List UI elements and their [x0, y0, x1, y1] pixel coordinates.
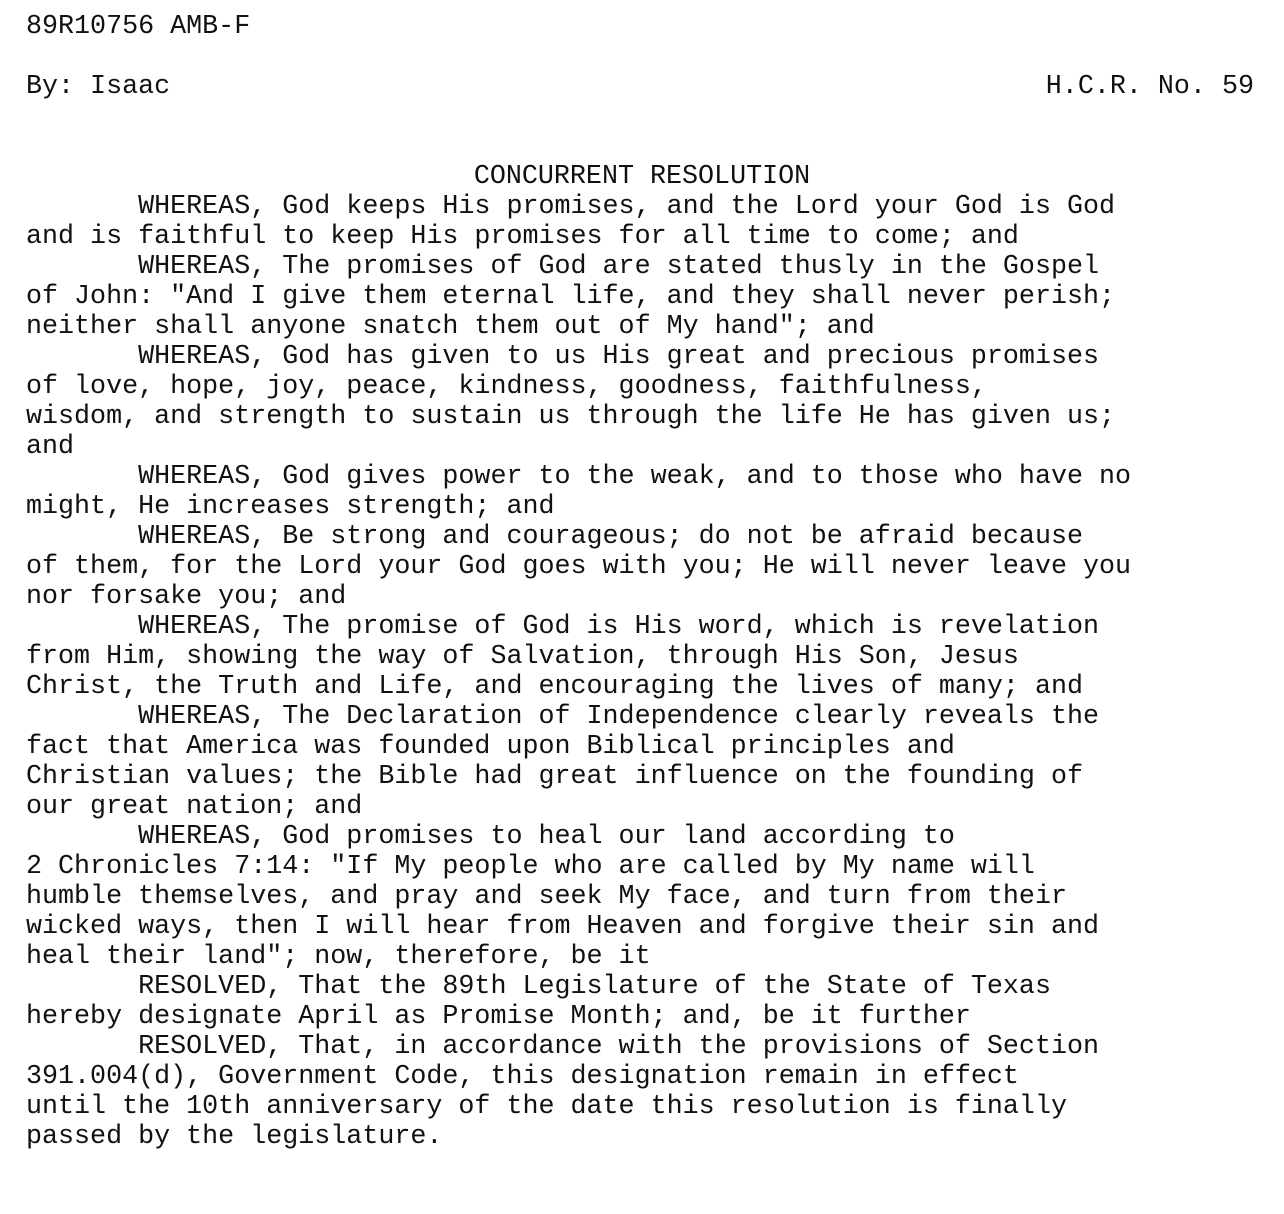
text-line: RESOLVED, That, in accordance with the provisions of Section: [26, 1032, 1100, 1062]
text-line: WHEREAS, God promises to heal our land according to: [26, 822, 955, 852]
text-line: hereby designate April as Promise Month; and, be it further: [26, 1002, 971, 1032]
text-line: fact that America was founded upon Biblical principles and: [26, 732, 955, 762]
bill-number: H.C.R. No. 59: [1045, 72, 1254, 102]
document-title: CONCURRENT RESOLUTION: [473, 162, 811, 192]
text-line: wisdom, and strength to sustain us through the life He has given us;: [26, 402, 1116, 432]
text-line: of love, hope, joy, peace, kindness, goodness, faithfulness,: [26, 372, 987, 402]
text-line: Christ, the Truth and Life, and encouraging the lives of many; and: [26, 672, 1083, 702]
text-line: WHEREAS, The promises of God are stated thusly in the Gospel: [26, 252, 1100, 282]
text-line: might, He increases strength; and: [26, 492, 555, 522]
text-line: our great nation; and: [26, 792, 363, 822]
text-line: 2 Chronicles 7:14: "If My people who are called by My name will: [26, 852, 1035, 882]
text-line: Christian values; the Bible had great influence on the founding of: [26, 762, 1083, 792]
text-line: and: [26, 432, 75, 462]
text-line: humble themselves, and pray and seek My face, and turn from their: [26, 882, 1067, 912]
text-line: of them, for the Lord your God goes with you; He will never leave you: [26, 552, 1132, 582]
text-line: of John: "And I give them eternal life, and they shall never perish;: [26, 282, 1116, 312]
text-line: WHEREAS, The Declaration of Independence clearly reveals the: [26, 702, 1100, 732]
text-line: 391.004(d), Government Code, this designation remain in effect: [26, 1062, 1019, 1092]
text-line: nor forsake you; and: [26, 582, 347, 612]
text-line: WHEREAS, God keeps His promises, and the Lord your God is God: [26, 192, 1116, 222]
text-line: WHEREAS, God gives power to the weak, and to those who have no: [26, 462, 1132, 492]
text-line: heal their land"; now, therefore, be it: [26, 942, 651, 972]
text-line: until the 10th anniversary of the date this resolution is finally: [26, 1092, 1067, 1122]
text-line: WHEREAS, God has given to us His great and precious promises: [26, 342, 1100, 372]
text-line: passed by the legislature.: [26, 1122, 443, 1152]
text-line: WHEREAS, The promise of God is His word, which is revelation: [26, 612, 1100, 642]
bill-code: 89R10756 AMB-F: [26, 12, 251, 42]
text-line: wicked ways, then I will hear from Heaven and forgive their sin and: [26, 912, 1100, 942]
text-line: neither shall anyone snatch them out of My hand"; and: [26, 312, 875, 342]
text-line: and is faithful to keep His promises for all time to come; and: [26, 222, 1019, 252]
text-line: RESOLVED, That the 89th Legislature of the State of Texas: [26, 972, 1051, 1002]
resolution-body: [26, 192, 1131, 1152]
author-line: By: Isaac: [26, 72, 171, 102]
text-line: from Him, showing the way of Salvation, through His Son, Jesus: [26, 642, 1019, 672]
text-line: WHEREAS, Be strong and courageous; do not be afraid because: [26, 522, 1083, 552]
